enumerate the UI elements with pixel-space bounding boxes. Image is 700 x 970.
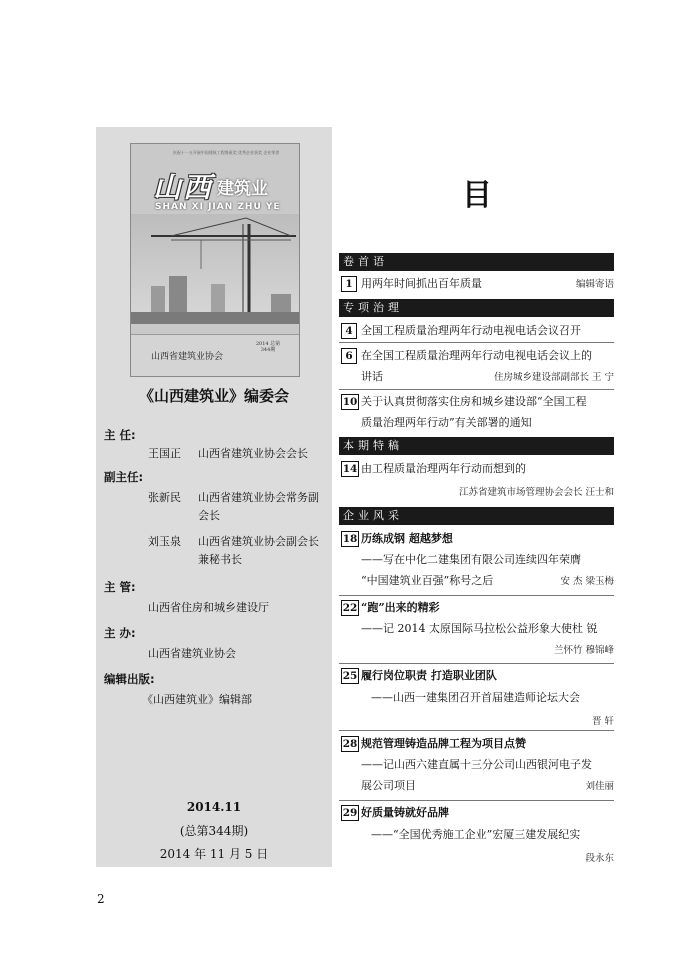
supervisor-label: 主 管:: [104, 580, 136, 594]
cover-photo: [131, 214, 299, 324]
entry-title: 履行岗位职责 打造职业团队: [361, 669, 497, 682]
board-title: 《山西建筑业》编委会: [138, 387, 289, 405]
deputy1-title-line2: 会长: [198, 509, 220, 522]
director-label: 主 任:: [104, 428, 136, 442]
director-entry: [148, 445, 308, 463]
entry-subtitle: ——山西一建集团召开首届建造师论坛大会: [371, 691, 580, 704]
cover-top-text: 庆祝十一五开展中国建筑工程鲁班奖 优秀企业获奖 企业荣誉: [172, 150, 280, 155]
deputy2-entry: [148, 533, 319, 569]
supervisor-value: 山西省住房和城乡建设厅: [148, 601, 269, 614]
entry-title-line2: 讲话: [361, 370, 383, 383]
entry-title: 由工程质量治理两年行动而想到的: [361, 462, 526, 475]
divider: [339, 595, 614, 596]
publication-date: 2014 年 11 月 5 日: [159, 847, 269, 861]
entry-author: 晋 轩: [591, 716, 614, 727]
entry-author: 段永东: [585, 853, 614, 864]
page-number-box: 14: [342, 463, 358, 475]
cover-title: 建筑业: [217, 179, 268, 199]
issue-total: (总第344期): [179, 824, 249, 838]
page-number: 2: [97, 892, 105, 906]
editorial-sidebar: [96, 127, 332, 867]
deputy2-title-line1: 山西省建筑业协会副会长: [198, 535, 319, 548]
section-header: 本期特稿: [339, 437, 614, 455]
director-title: 山西省建筑业协会会长: [198, 447, 308, 460]
entry-title: 关于认真贯彻落实住房和城乡建设部“全国工程: [361, 395, 587, 408]
editor-value: 《山西建筑业》编辑部: [142, 693, 252, 706]
deputy2-name: 刘玉泉: [148, 535, 181, 548]
issue-date: 2014.11: [186, 800, 242, 814]
editor-label: 编辑出版:: [104, 672, 155, 686]
section-header: 卷首语: [339, 253, 614, 271]
divider: [339, 800, 614, 801]
page-number-box: 29: [342, 807, 358, 819]
entry-author: 兰怀竹 穆锦峰: [553, 645, 614, 656]
deputy-label: 副主任:: [104, 470, 144, 484]
divider: [339, 342, 614, 343]
page-number-box: 6: [341, 348, 357, 364]
contents-heading-text: 目: [462, 178, 492, 213]
page-number-box: 4: [341, 323, 357, 339]
deputy2-title-line2: 兼秘书长: [198, 553, 242, 566]
entry-title: 全国工程质量治理两年行动电视电话会议召开: [361, 324, 581, 337]
entry-author: 刘佳丽: [585, 781, 614, 792]
page-number-box: 25: [342, 670, 358, 682]
entry-subtitle-line2: 展公司项目: [361, 779, 416, 792]
section-header: 专项治理: [339, 299, 614, 317]
entry-subtitle: ——记山西六建直属十三分公司山西银河电子发: [361, 758, 592, 771]
entry-author: 编辑寄语: [575, 279, 614, 290]
entry-subtitle: ——“全国优秀施工企业”宏厦三建发展纪实: [371, 828, 581, 841]
entry-subtitle-line2: “中国建筑业百强”称号之后: [361, 574, 494, 587]
section-header: 企业风采: [339, 507, 614, 525]
sponsor-label: 主 办:: [104, 626, 136, 640]
divider: [339, 389, 614, 390]
cover-emblem: 2014 总第344期: [255, 341, 281, 353]
cover-footer: [131, 334, 299, 377]
entry-title-line2: 质量治理两年行动”有关部署的通知: [361, 416, 532, 429]
entry-author: 安 杰 梁玉梅: [560, 576, 614, 587]
page-number-box: 28: [342, 738, 358, 750]
divider: [339, 730, 614, 731]
entry-title: 用两年时间抓出百年质量: [361, 277, 482, 290]
director-name: 王国正: [148, 447, 181, 460]
entry-author: 住房城乡建设部副部长 王 宁: [493, 372, 614, 383]
deputy1-entry: [148, 489, 319, 525]
page-number-box: 1: [341, 276, 357, 292]
entry-title: “跑”出来的精彩: [361, 601, 440, 614]
contents-heading: [462, 180, 496, 212]
entry-title: 在全国工程质量治理两年行动电视电话会议上的: [361, 349, 592, 362]
page-number-box: 10: [342, 396, 358, 408]
entry-subtitle: ——写在中化二建集团有限公司连续四年荣膺: [361, 553, 581, 566]
sponsor-value: 山西省建筑业协会: [148, 647, 236, 660]
entry-title: 历练成钢 超越梦想: [361, 532, 453, 545]
entry-author: 江苏省建筑市场管理协会会长 汪士和: [458, 487, 614, 498]
divider: [339, 663, 614, 664]
entry-title: 规范管理铸造品牌工程为项目点赞: [361, 737, 526, 750]
magazine-cover: [130, 143, 300, 377]
page-number-box: 22: [342, 602, 358, 614]
cover-publisher: 山西省建筑业协会: [151, 352, 224, 362]
crane-illustration: [131, 214, 299, 324]
entry-subtitle: ——记 2014 太原国际马拉松公益形象大使杜 锐: [361, 622, 598, 635]
cover-logo: 山西: [153, 171, 214, 204]
deputy1-name: 张新民: [148, 491, 181, 504]
page-number-box: 18: [342, 533, 358, 545]
deputy1-title-line1: 山西省建筑业协会常务副: [198, 491, 319, 504]
entry-title: 好质量铸就好品牌: [361, 806, 449, 819]
cover-pinyin: SHAN XI JIAN ZHU YE: [155, 202, 281, 212]
